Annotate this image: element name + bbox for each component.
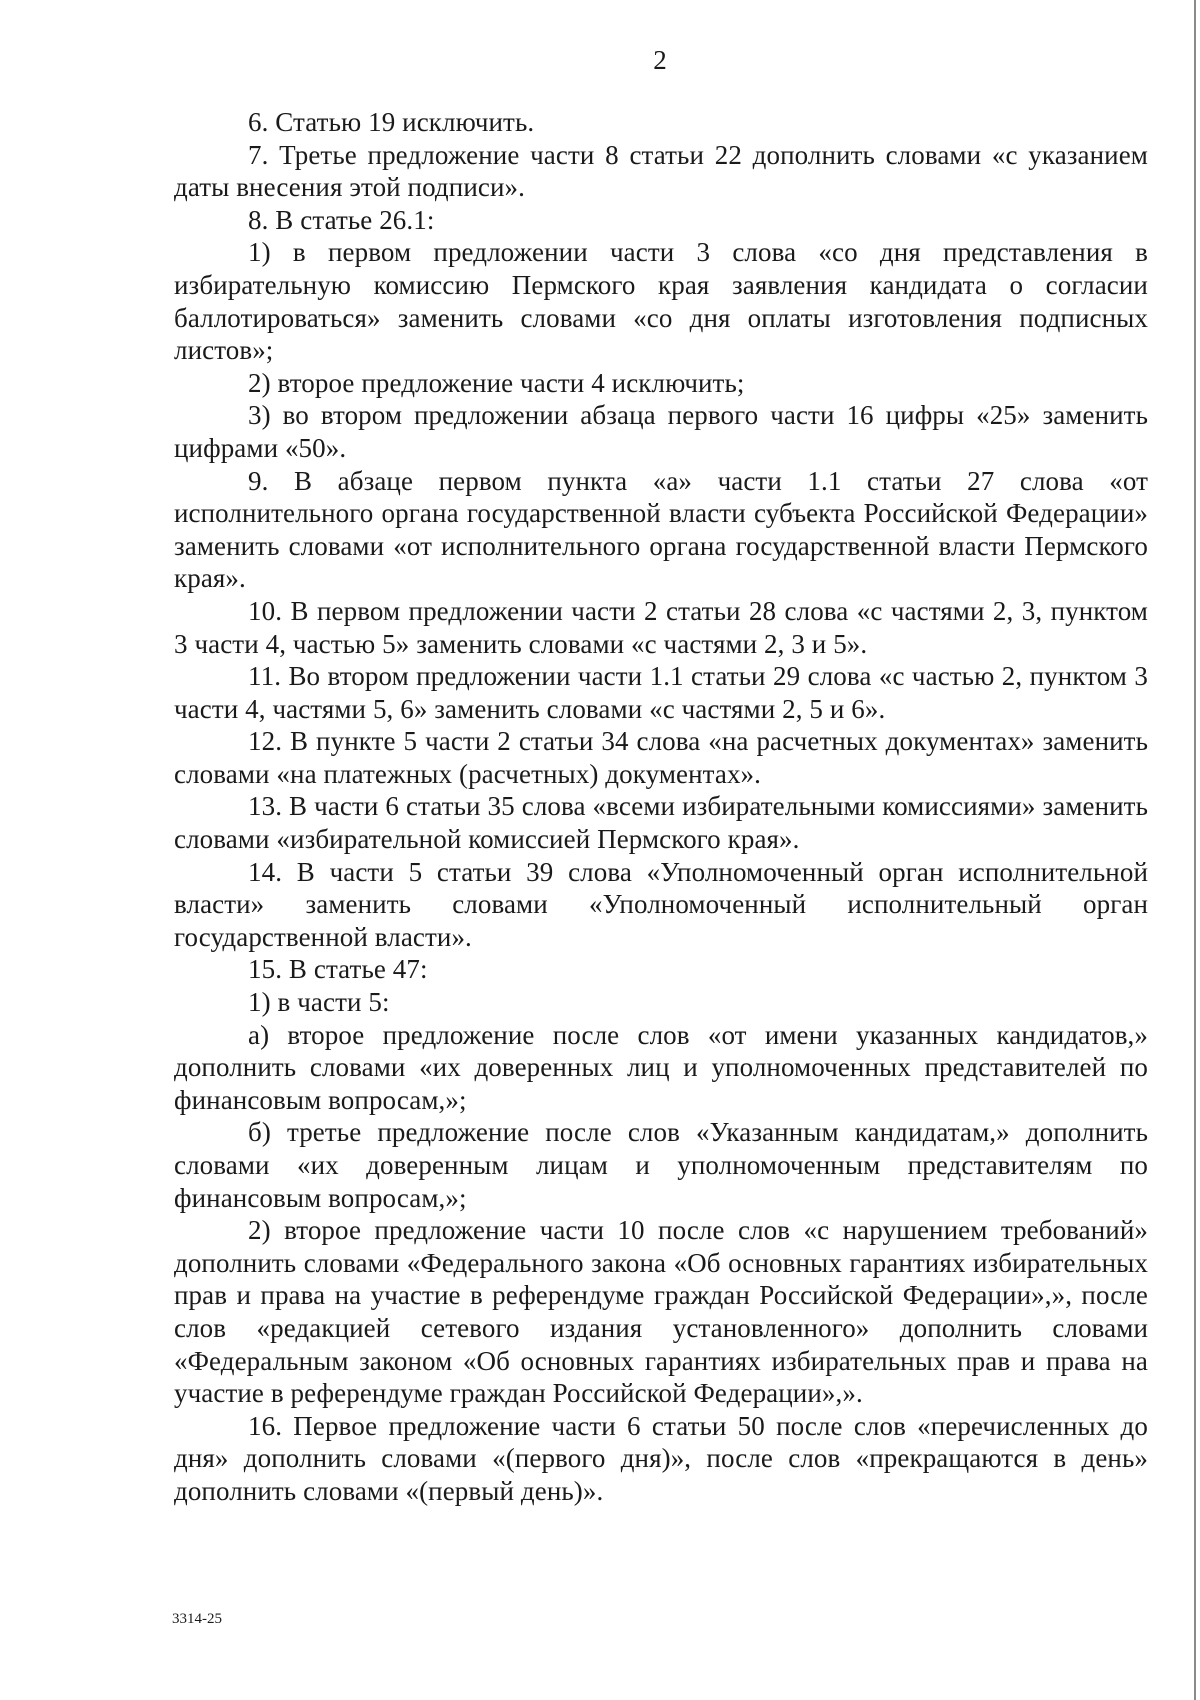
- paragraph-item-12: 12. В пункте 5 части 2 статьи 34 слова «на расчетных документах» заменить словами «на платежных (расчетных) документах».: [174, 726, 1148, 789]
- paragraph-item-15-1-b: б) третье предложение после слов «Указанным кандидатам,» дополнить словами «их доверенным лицам и уполномоченным представителям по финансовым вопросам,»;: [174, 1117, 1148, 1213]
- page-number: 2: [653, 45, 667, 75]
- paragraph-item-8: 8. В статье 26.1:: [248, 204, 435, 235]
- paragraph-item-15-1-a: а) второе предложение после слов «от имени указанных кандидатов,» дополнить словами «их доверенных лиц и уполномоченных представителей по финансовым вопросам,»;: [174, 1019, 1148, 1115]
- paragraph-item-14: 14. В части 5 статьи 39 слова «Уполномоченный орган исполнительной власти» заменить словами «Уполномоченный исполнительный орган государственной власти».: [174, 856, 1148, 952]
- paragraph-item-10: 10. В первом предложении части 2 статьи 28 слова «с частями 2, 3, пунктом 3 части 4, частью 5» заменить словами «с частями 2, 3 и 5».: [174, 595, 1148, 659]
- paragraph-item-9: 9. В абзаце первом пункта «а» части 1.1 статьи 27 слова «от исполнительного органа государственной власти субъекта Российской Федерации» заменить словами «от исполнительного органа государственной власти Пермского края».: [174, 465, 1148, 594]
- paragraph-item-13: 13. В части 6 статьи 35 слова «всеми избирательными комиссиями» заменить словами «избирательной комиссией Пермского края».: [174, 791, 1148, 855]
- paragraph-item-15: 15. В статье 47:: [248, 954, 428, 985]
- page-edge-line: [1194, 0, 1196, 1700]
- paragraph-item-15-2: 2) второе предложение части 10 после слов «с нарушением требований» дополнить словами «Федерального закона «Об основных гарантиях избирательных прав и права на участие в референдуме граждан Российской Федерации»,», после слов «редакцией сетевого издания установленного» дополнить словами «Федеральным законом «Об основных гарантиях избирательных прав и права на участие в референдуме граждан Российской Федерации»,».: [174, 1215, 1148, 1409]
- paragraph-item-7: 7. Третье предложение части 8 статьи 22 дополнить словами «с указанием даты внесения этой подписи».: [174, 139, 1148, 203]
- paragraph-item-16: 16. Первое предложение части 6 статьи 50 после слов «перечисленных до дня» дополнить словами «(первого дня)», после слов «прекращаются в день» дополнить словами «(первый день)».: [174, 1410, 1148, 1506]
- paragraph-item-8-1: 1) в первом предложении части 3 слова «со дня представления в избирательную комиссию Пермского края заявления кандидата о согласии баллотироваться» заменить словами «со дня оплаты изготовления подписных листов»;: [174, 237, 1148, 366]
- document-body: [174, 106, 1148, 1508]
- document-code: 3314-25: [172, 1611, 222, 1627]
- paragraph-item-8-3: 3) во втором предложении абзаца первого части 16 цифры «25» заменить цифрами «50».: [174, 400, 1148, 463]
- paragraph-item-8-2: 2) второе предложение части 4 исключить;: [248, 367, 745, 398]
- paragraph-item-6: 6. Статью 19 исключить.: [248, 107, 535, 137]
- paragraph-item-11: 11. Во втором предложении части 1.1 статьи 29 слова «с частью 2, пунктом 3 части 4, частями 5, 6» заменить словами «с частями 2, 5 и 6».: [174, 661, 1148, 724]
- paragraph-item-15-1: 1) в части 5:: [248, 987, 390, 1018]
